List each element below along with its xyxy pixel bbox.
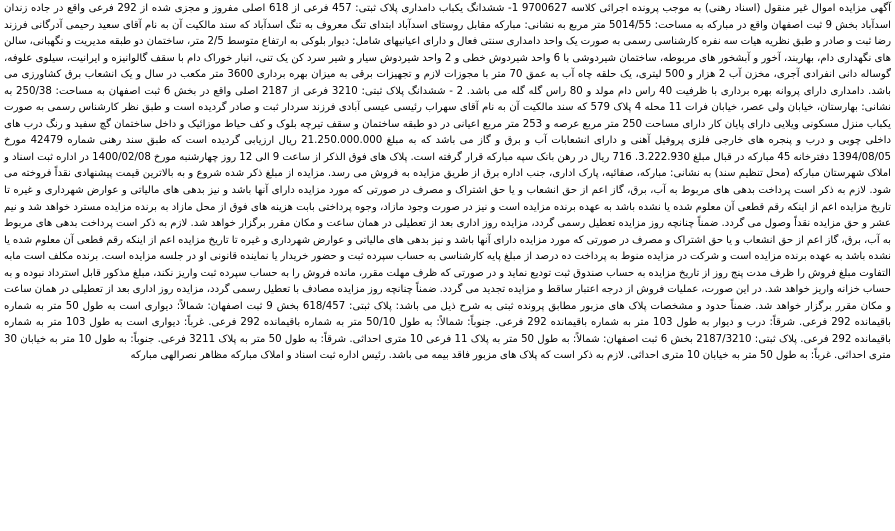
auction-notice-text: آگهی مزایده اموال غیر منقول (اسناد رهنی) به موجب پرونده اجرائی کلاسه 9700627 1- ششدانگ یکباب دامداری پلاک ثبتی: 457 فرعی از 618 اصلی مفروز و مجزی شده از 292 فرعی واقع در جاده زندان اسدآباد بخش 9 ثبت اصفهان واقع در مبارکه به مساحت: 5014/55 متر مربع به نشانی: مبارکه مقابل روستای اسدآباد ابتدای تنگ معروف به تنگ اسدآباد که سند مالکیت آن به نام آقای سعید رحیمی آدرگانی فرزند رضا ثبت و صادر و طبق نظریه هیات سه نفره کارشناسی رسمی به صورت یک واحد دامداری سنتی فعال و دارای اعیانیهای شامل: دیوار بلوکی به ارتفاع متوسط 2/5 متر، ساختمان دو طبقه مدیریت و نگهبانی، سالن های نگهداری دام، بهاربند، آخور و آبشخور های مربوطه، ساختمان شیردوشی با 6 واحد شیردوش خطی و 2 واحد شیردوش سیار و شیر سرد کن یک تنی، انبار خوراک دام با سقف گالوانیزه و ایرانیت، سیلوی علوفه، گوساله دانی انفرادی آجری، مخزن آب 2 هزار و 500 لیتری، یک حلقه چاه آب به عمق 70 متر با مجوزات لازم و تجهیزات برقی به میزان بهره برداری 3600 متر مکعب در سال و یک انشعاب برق کشاورزی می باشد. دامداری دارای پروانه بهره برداری با ظرفیت 40 راس دام مولد و 80 راس گله گله می باشد. 2 - ششدانگ پلاک ثبتی: 3210 فرعی از 2187 اصلی واقع در بخش 6 ثبت اصفهان به مساحت: 250/38 به نشانی: بهارستان، خیابان ولی عصر، خیابان فرات 11 محله 4 پلاک 579 که سند مالکیت آن به نام آقای سهراب رئیسی عیسی آبادی فرزند سردار ثبت و صادر گردیده است و طبق نظر کارشناس رسمی به صورت یکباب منزل مسکونی ویلایی دارای پایان کار دارای مساحت 250 متر مربع عرصه و 253 متر مربع اعیانی در دو طبقه ساختمان و سقف تیرچه بلوک و کف حیاط موزائیک و داخل ساختمان گچ سفید و رنگ درب های داخلی چوبی و درب و پنجره های خارجی فلزی پروفیل آهنی و دارای انشعابات آب و برق و گاز می باشد که به مبلغ 21.250.000.000 ریال ارزیابی گردیده است که طبق سند رهنی شماره 42479 مورخ 1394/08/05 دفترخانه 45 مبارکه در قبال مبلغ 3.222.930. 716 ریال در رهن بانک سپه مبارکه قرار گرفته است. پلاک های فوق الذکر از ساعت 9 الی 12 روز چهارشنبه مورخ 1400/02/08 در اداره ثبت اسناد و املاک شهرستان مبارکه (محل تنظیم سند) به نشانی: مبارکه، صفائیه، پارک اداری، جنب اداره برق از طریق مزایده به فروش می رسد. مزایده از مبلغ ذکر شده شروع و به بالاترین قیمت پیشنهادی نقداً فروخته می شود. لازم به ذکر است پرداخت بدهی های مربوط به آب، برق، گاز اعم از حق انشعاب و یا حق اشتراک و مصرف در صورتی که مورد مزایده دارای آنها باشد و نیز بدهی های مالیاتی و عوارض شهرداری و غیره تا تاریخ مزایده اعم از اینکه رقم قطعی آن معلوم شده یا نشده باشد به عهده برنده مزایده است و نیز در صورت وجود مازاد، وجوه پرداختی بابت هزینه های فوق از محل مازاد به برنده مزایده مسترد خواهد شد و نیم عشر و حق مزایده نقداً وصول می گردد. ضمناً چنانچه روز مزایده تعطیل رسمی گردد، مزایده روز اداری بعد از تعطیلی در همان ساعت و مکان مقرر برگزار خواهد شد. لازم به ذکر است پرداخت بدهی های مربوط به آب، برق، گاز اعم از حق انشعاب و یا حق اشتراک و مصرف در صورتی که مورد مزایده دارای آنها باشد و نیز بدهی های مالیاتی و عوارض شهرداری و غیره تا تاریخ مزایده اعم از اینکه رقم قطعی آن معلوم شده یا نشده باشد به عهده برنده مزایده است و شرکت در مزایده منوط به پرداخت ده درصد از مبلغ پایه کارشناسی به حساب سپرده ثبت و حضور خریدار یا نماینده قانونی او در جلسه مزایده است. برنده مکلف است مابه التفاوت مبلغ فروش را ظرف مدت پنج روز از تاریخ مزایده به حساب صندوق ثبت تودیع نماید و در صورتی که ظرف مهلت مقرر، مانده فروش را به حساب سپرده ثبت واریز نکند، مبلغ مذکور قابل استرداد نبوده و به حساب خزانه واریز خواهد شد. در این صورت، عملیات فروش از درجه اعتبار ساقط و مزایده تجدید می گردد. ضمناً چنانچه روز مزایده مصادف با تعطیل رسمی گردد، مزایده روز اداری بعد از تعطیلی در همان ساعت و مکان مقرر برگزار خواهد شد. ضمناً حدود و مشخصات پلاک های مزبور مطابق پرونده ثبتی به شرح ذیل می باشد: پلاک ثبتی: 618/457 بخش 9 ثبت اصفهان: شمالاً: دیواری است به طول 50 متر به شماره باقیمانده 292 فرعی. شرقاً: درب و دیوار به طول 103 متر به شماره باقیمانده 292 فرعی. جنوباً: شمالاً: به طول 50/10 متر به شماره باقیمانده 292 فرعی. غرباً: دیواری است به طول 103 متر به شماره باقیمانده 292 فرعی. پلاک ثبتی: 2187/3210 بخش 6 ثبت اصفهان: شمالاً: به طول 50 متر به پلاک 11 فرعی 10 متری احداثی. شرقاً: به طول 50 متر به پلاک 3211 فرعی. جنوباً: به طول 10 متر به خیابان 30 متری احداثی. غرباً: به طول 50 متر به خیابان 10 متری احداثی. لازم به ذکر است که پلاک های مزبور فاقد بیمه می باشد. رئیس اداره ثبت اسناد و املاک مبارکه مظاهر نصرالهی مبارکه: [4, 3, 892, 362]
